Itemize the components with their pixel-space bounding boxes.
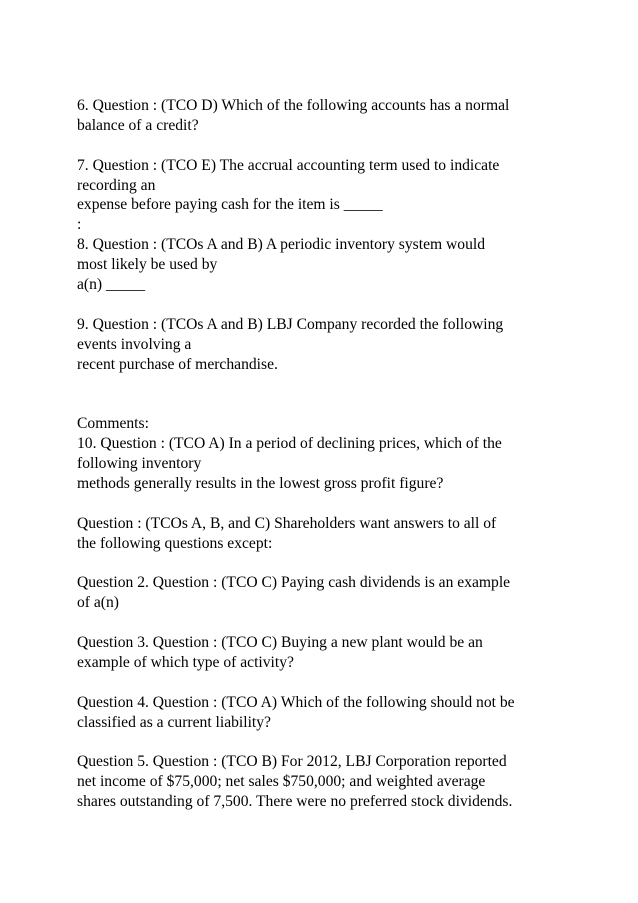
paragraph-spacer-double <box>77 374 577 414</box>
question-10-line-1: 10. Question : (TCO A) In a period of declining prices, which of the <box>77 435 502 453</box>
paragraph-spacer <box>77 136 577 156</box>
question-6-line-1: 6. Question : (TCO D) Which of the following accounts has a normal <box>77 97 510 114</box>
question-7-block <box>77 156 577 236</box>
question-10-line-3: methods generally results in the lowest gross profit figure? <box>77 474 444 492</box>
question-10-block <box>77 414 577 494</box>
paragraph-spacer <box>77 554 577 574</box>
question-1-line-1: Question : (TCOs A, B, and C) Shareholders want answers to all of <box>77 514 497 532</box>
question-6-block <box>77 96 577 136</box>
comments-label: Comments: <box>77 415 149 433</box>
question-2-block <box>77 573 577 613</box>
paragraph-spacer <box>77 295 577 315</box>
question-5-line-3: shares outstanding of 7,500. There were no preferred stock dividends. <box>77 793 513 811</box>
question-5-block <box>77 752 577 812</box>
question-5-line-1: Question 5. Question : (TCO B) For 2012, LBJ Corporation reported <box>77 753 507 771</box>
question-7-line-2: recording an <box>77 176 156 194</box>
question-9-line-3: recent purchase of merchandise. <box>77 355 278 373</box>
question-9-line-2: events involving a <box>77 335 192 353</box>
question-5-line-2: net income of $75,000; net sales $750,000; and weighted average <box>77 773 486 791</box>
question-7-line-3: expense before paying cash for the item is _____ <box>77 196 383 214</box>
question-4-line-1: Question 4. Question : (TCO A) Which of the following should not be <box>77 693 515 711</box>
question-8-line-3: a(n) _____ <box>77 276 145 294</box>
paragraph-spacer <box>77 673 577 693</box>
paragraph-spacer <box>77 613 577 633</box>
question-10-line-2: following inventory <box>77 455 202 473</box>
question-4-block <box>77 693 577 733</box>
document-body <box>77 96 577 812</box>
question-2-line-2: of a(n) <box>77 594 119 612</box>
question-2-line-1: Question 2. Question : (TCO C) Paying cash dividends is an example <box>77 574 511 592</box>
question-8-line-2: most likely be used by <box>77 256 218 274</box>
question-7-line-1: 7. Question : (TCO E) The accrual accounting term used to indicate <box>77 156 500 174</box>
question-6-line-2: balance of a credit? <box>77 116 199 134</box>
question-3-line-2: example of which type of activity? <box>77 653 294 671</box>
question-4-line-2: classified as a current liability? <box>77 713 271 731</box>
paragraph-spacer <box>77 733 577 753</box>
question-9-line-1: 9. Question : (TCOs A and B) LBJ Company recorded the following <box>77 315 504 333</box>
question-3-line-1: Question 3. Question : (TCO C) Buying a new plant would be an <box>77 634 483 652</box>
question-1-line-2: the following questions except: <box>77 534 273 552</box>
question-8-block <box>77 235 577 295</box>
question-8-line-1: 8. Question : (TCOs A and B) A periodic inventory system would <box>77 236 486 254</box>
question-7-line-4: : <box>77 216 82 234</box>
question-3-block <box>77 633 577 673</box>
question-1-block <box>77 514 577 554</box>
question-9-block <box>77 315 577 375</box>
paragraph-spacer <box>77 494 577 514</box>
